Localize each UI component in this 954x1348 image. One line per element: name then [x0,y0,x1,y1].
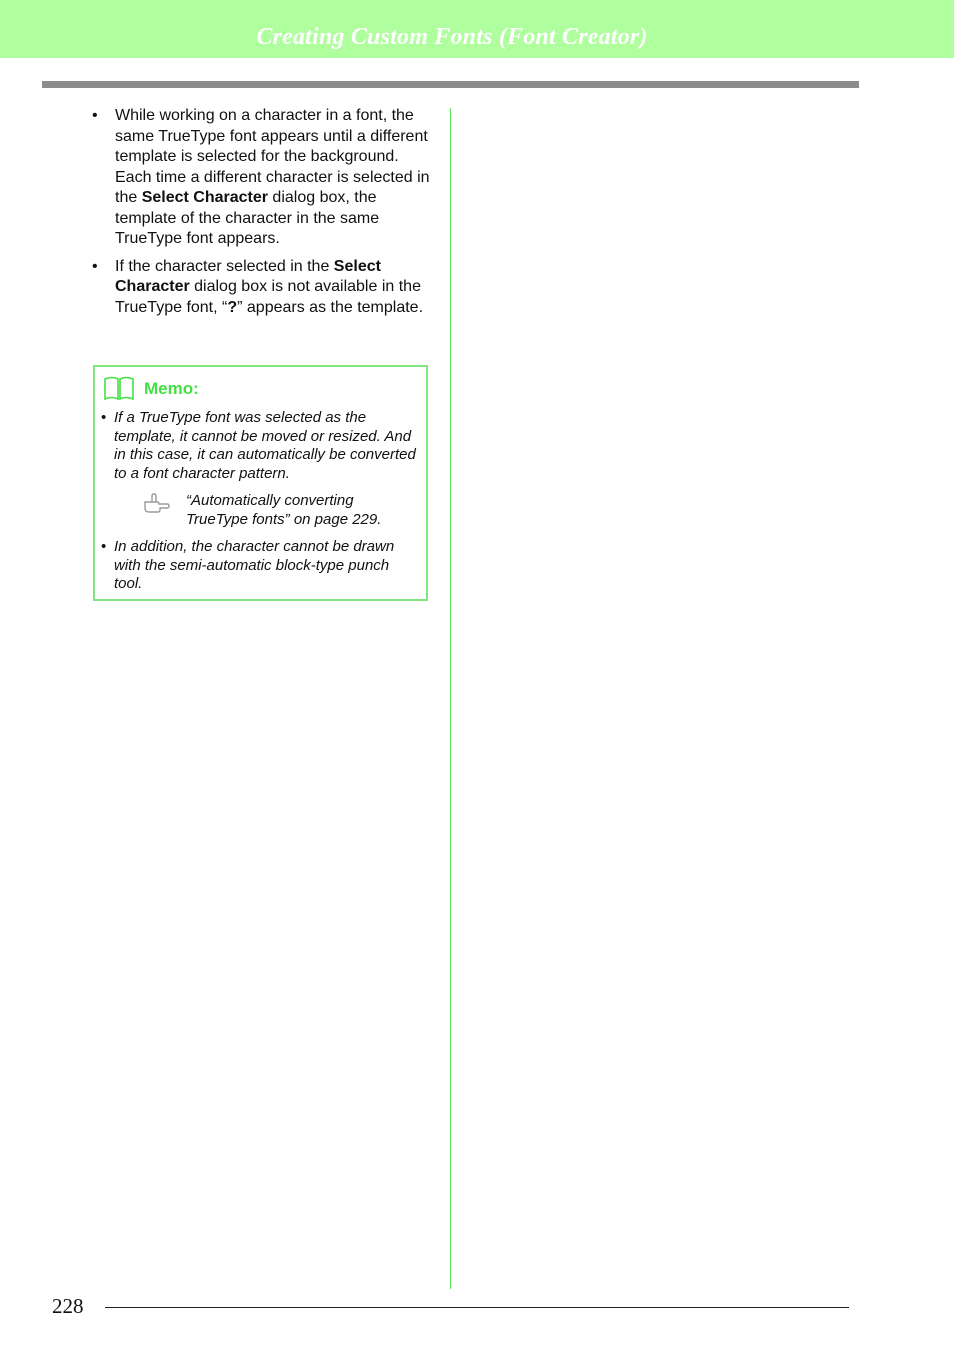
bullet-text: dialog box, the template of the character in the same TrueType font appears. [115,189,380,247]
pointing-hand-icon [143,493,173,515]
memo-bullet: • [101,538,107,555]
memo-item [101,409,419,483]
dialog-name: Select Character [141,189,268,206]
header-rule [42,81,859,88]
bullet-text: dialog box is not available in the TrueType font, “ [115,278,421,316]
memo-title: Memo: [144,379,199,398]
cross-reference-link[interactable]: “Automatically converting TrueType fonts” on page 229. [186,492,382,528]
footer-rule [105,1307,849,1308]
memo-box [93,365,428,601]
memo-text: If a TrueType font was selected as the template, it cannot be moved or resized. And in this case, it can automatically be converted to a font character pattern. [114,409,416,482]
header-band [0,0,954,58]
memo-item [101,538,419,594]
bullet-item [92,257,437,319]
bullet-dot: • [92,107,98,124]
bullet-list [92,106,437,325]
page-header-title: Creating Custom Fonts (Font Creator) [256,24,648,50]
bullet-text: If the character selected in the [115,257,334,275]
question-mark: ? [227,298,238,316]
memo-bullet: • [101,409,107,426]
dialog-name: Select Character [115,257,381,295]
page-number: 228 [52,1294,84,1318]
memo-text: In addition, the character cannot be drawn with the semi-automatic block-type punch tool. [114,538,395,593]
column-divider [450,108,451,1289]
bullet-text: While working on a character in a font, the same TrueType font appears until a different template is selected for the background. Each time a different character is selected in the [115,107,430,206]
book-icon [103,375,135,401]
bullet-text: ” appears as the template. [237,298,424,316]
bullet-item [92,106,437,250]
bullet-dot: • [92,257,98,275]
